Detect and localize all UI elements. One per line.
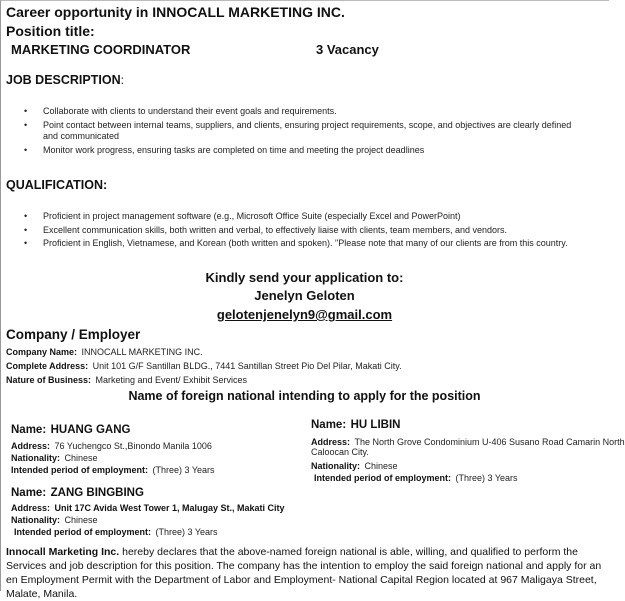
person-address-label: Address: (11, 503, 51, 513)
job-description-colon: : (120, 73, 124, 87)
company-name-label: Company Name: (6, 347, 78, 357)
list-item: • Collaborate with clients to understand their event goals and requirements. (24, 106, 584, 118)
person-name-label: Name: (11, 487, 47, 499)
person-nationality: Chinese (364, 461, 398, 471)
person-1-name-row (11, 423, 130, 436)
position-title: MARKETING COORDINATOR (11, 42, 191, 57)
company-address-row (6, 359, 402, 372)
person-period-label: Intended period of employment: (14, 527, 152, 537)
person-2-period-row (314, 471, 518, 484)
company-business-label: Nature of Business: (6, 375, 92, 385)
list-item: • Monitor work progress, ensuring tasks are completed on time and meeting the project deadlines (24, 145, 584, 157)
email-link[interactable]: gelotenjenelyn9@gmail.com (216, 307, 393, 322)
application-instruction: Kindly send your application to: (205, 270, 404, 285)
vacancy-count: 3 Vacancy (316, 42, 379, 57)
position-label: Position title: (6, 23, 95, 39)
list-item: • Point contact between internal teams, suppliers, and clients, ensuring project requirements, scope, and objectives are clearly defined and communicated (24, 120, 584, 143)
person-name: HU LIBIN (350, 419, 401, 431)
company-name-row (6, 345, 203, 358)
person-period-label: Intended period of employment: (314, 473, 452, 483)
declaration-paragraph (6, 545, 606, 601)
person-name: ZANG BINGBING (50, 487, 144, 499)
company-heading: Company / Employer (6, 327, 141, 342)
person-address: 76 Yuchengco St.,Binondo Manila 1006 (54, 441, 212, 451)
list-item: • Proficient in project management software (e.g., Microsoft Office Suite (especially Excel and PowerPoint) (24, 211, 594, 223)
company-business-row (6, 373, 247, 386)
person-address-line1: The North Grove Condominium U-406 Susano Road Camarin North (354, 437, 625, 447)
declaration-text: hereby declares that the above-named foreign national is able, willing, and qualified to perform the Services and job description for this position. The company has the intention to employ the said foreign national and apply for an en Employment Permit with the Department of Labor and Employment- National Capital Region located at 967 Maligaya Street, Malate, Manila. (6, 546, 602, 600)
foreign-nationals-heading: Name of foreign national intending to apply for the position (128, 389, 481, 403)
person-period-label: Intended period of employment: (11, 465, 149, 475)
person-period: (Three) 3 Years (155, 527, 218, 537)
qualification-heading: QUALIFICATION: (6, 178, 108, 192)
person-period: (Three) 3 Years (455, 473, 518, 483)
person-address-label: Address: (311, 437, 351, 447)
list-item: • Excellent communication skills, both written and verbal, to effectively liaise with clients, team members, and vendors. (24, 225, 594, 237)
person-address-line2: Caloocan City. (311, 447, 369, 457)
person-2-name-row (311, 418, 400, 431)
job-description-list (24, 106, 584, 158)
person-nationality: Chinese (64, 515, 98, 525)
page-title: Career opportunity in INNOCALL MARKETING INC. (6, 4, 345, 20)
job-description-title: JOB DESCRIPTION (6, 73, 121, 87)
person-period: (Three) 3 Years (152, 465, 215, 475)
person-nationality: Chinese (64, 453, 98, 463)
job-description-heading (6, 71, 124, 89)
declaration-company: Innocall Marketing Inc. (6, 546, 120, 558)
person-name-label: Name: (311, 419, 347, 431)
person-address: Unit 17C Avida West Tower 1, Malugay St., Makati City (54, 503, 285, 513)
person-nationality-label: Nationality: (11, 515, 61, 525)
contact-name: Jenelyn Geloten (254, 288, 355, 303)
qualification-list (24, 211, 594, 252)
person-3-period-row (14, 525, 218, 538)
company-address-value: Unit 101 G/F Santillan BLDG., 7441 Santillan Street Pio Del Pilar, Makati City. (92, 361, 402, 371)
person-name-label: Name: (11, 424, 47, 436)
person-1-period-row (11, 463, 215, 476)
list-item: • Proficient in English, Vietnamese, and Korean (both written and spoken). "Please note that many of our clients are from this country. (24, 238, 594, 250)
company-business-value: Marketing and Event/ Exhibit Services (95, 375, 248, 385)
company-name-value: INNOCALL MARKETING INC. (81, 347, 203, 357)
person-nationality-label: Nationality: (11, 453, 61, 463)
person-nationality-label: Nationality: (311, 461, 361, 471)
company-address-label: Complete Address: (6, 361, 89, 371)
person-3-name-row (11, 486, 144, 499)
person-name: HUANG GANG (50, 424, 131, 436)
email-wrapper (0, 306, 609, 324)
person-address-label: Address: (11, 441, 51, 451)
